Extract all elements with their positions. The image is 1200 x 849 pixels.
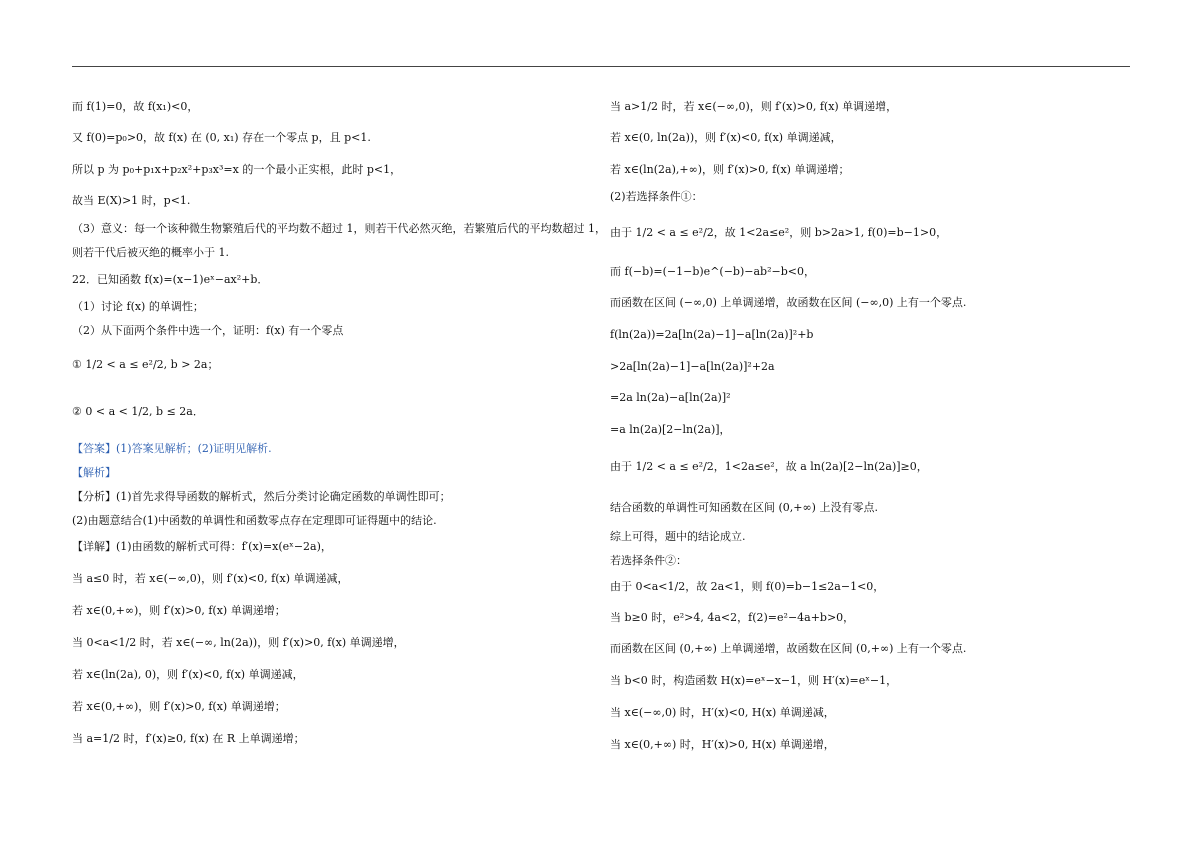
text-line: 【分析】(1)首先求得导函数的解析式，然后分类讨论确定函数的单调性即可； — [72, 490, 451, 503]
text-line: 所以 p 为 p₀+p₁x+p₂x²+p₃x³=x 的一个最小正实根，此时 p<1， — [72, 163, 402, 176]
text-line: （3）意义：每一个该种微生物繁殖后代的平均数不超过 1，则若干代必然灭绝，若繁殖后代的平均数超过 1， — [72, 222, 606, 235]
text-line: 由于 0<a<1/2，故 2a<1，则 f(0)=b−1≤2a−1<0， — [610, 580, 885, 593]
text-line: 【详解】(1)由函数的解析式可得：f′(x)=x(eˣ−2a)， — [72, 540, 332, 553]
text-line: >2a[ln(2a)−1]−a[ln(2a)]²+2a — [610, 360, 775, 373]
text-line: 当 x∈(0,+∞) 时，H′(x)>0, H(x) 单调递增， — [610, 738, 835, 751]
text-line: （1）讨论 f(x) 的单调性； — [72, 300, 204, 313]
header-rule — [72, 66, 1130, 67]
text-line: 由于 1/2 < a ≤ e²/2，1<2a≤e²，故 a ln(2a)[2−ln(2a)]≥0， — [610, 460, 928, 473]
text-line: 由于 1/2 < a ≤ e²/2，故 1<2a≤e²，则 b>2a>1, f(0)=b−1>0， — [610, 226, 948, 239]
text-line: 若 x∈(ln(2a), 0)，则 f′(x)<0, f(x) 单调递减， — [72, 668, 304, 681]
text-line: 当 a>1/2 时，若 x∈(−∞,0)，则 f′(x)>0, f(x) 单调递增， — [610, 100, 898, 113]
text-line: 若 x∈(0, ln(2a))，则 f′(x)<0, f(x) 单调递减， — [610, 131, 842, 144]
text-line: (2)由题意结合(1)中函数的单调性和函数零点存在定理即可证得题中的结论. — [72, 514, 437, 527]
problem-title: 22．已知函数 f(x)=(x−1)eˣ−ax²+b． — [72, 273, 269, 286]
answer-tag: 【答案】(1)答案见解析；(2)证明见解析. — [72, 442, 272, 455]
text-line: 而函数在区间 (−∞,0) 上单调递增，故函数在区间 (−∞,0) 上有一个零点. — [610, 296, 967, 309]
text-line: 当 a≤0 时，若 x∈(−∞,0)，则 f′(x)<0, f(x) 单调递减， — [72, 572, 349, 585]
text-line: 综上可得，题中的结论成立. — [610, 530, 746, 543]
text-line: 当 0<a<1/2 时，若 x∈(−∞, ln(2a))，则 f′(x)>0, f(x) 单调递增， — [72, 636, 405, 649]
text-line: (2)若选择条件①： — [610, 190, 703, 203]
text-line: （2）从下面两个条件中选一个，证明：f(x) 有一个零点 — [72, 324, 344, 337]
text-line: 又 f(0)=p₀>0，故 f(x) 在 (0, x₁) 存在一个零点 p，且 p<1. — [72, 131, 371, 144]
text-line: 当 b≥0 时，e²>4, 4a<2，f(2)=e²−4a+b>0， — [610, 611, 855, 624]
condition-1: ① 1/2 < a ≤ e²/2, b > 2a； — [72, 358, 219, 371]
text-line: 若 x∈(ln(2a),+∞)，则 f′(x)>0, f(x) 单调递增； — [610, 163, 850, 176]
text-line: 而函数在区间 (0,+∞) 上单调递增，故函数在区间 (0,+∞) 上有一个零点. — [610, 642, 967, 655]
text-line: 若选择条件②： — [610, 554, 687, 567]
text-line: f(ln(2a))=2a[ln(2a)−1]−a[ln(2a)]²+b — [610, 328, 814, 341]
text-line: 当 x∈(−∞,0) 时，H′(x)<0, H(x) 单调递减， — [610, 706, 835, 719]
text-line: 故当 E(X)>1 时，p<1. — [72, 194, 191, 207]
text-line: =2a ln(2a)−a[ln(2a)]² — [610, 391, 731, 404]
analysis-tag: 【解析】 — [72, 466, 116, 479]
text-line: 而 f(1)=0，故 f(x₁)<0， — [72, 100, 199, 113]
condition-2: ② 0 < a < 1/2, b ≤ 2a． — [72, 405, 204, 418]
text-line: 当 b<0 时，构造函数 H(x)=eˣ−x−1，则 H′(x)=eˣ−1， — [610, 674, 898, 687]
text-line: =a ln(2a)[2−ln(2a)]， — [610, 423, 731, 436]
text-line: 当 a=1/2 时，f′(x)≥0, f(x) 在 R 上单调递增； — [72, 732, 305, 745]
text-line: 而 f(−b)=(−1−b)e^(−b)−ab²−b<0， — [610, 265, 815, 278]
text-line: 结合函数的单调性可知函数在区间 (0,+∞) 上没有零点. — [610, 501, 878, 514]
text-line: 若 x∈(0,+∞)，则 f′(x)>0, f(x) 单调递增； — [72, 604, 286, 617]
text-line: 则若干代后被灭绝的概率小于 1. — [72, 246, 229, 259]
text-line: 若 x∈(0,+∞)，则 f′(x)>0, f(x) 单调递增； — [72, 700, 286, 713]
